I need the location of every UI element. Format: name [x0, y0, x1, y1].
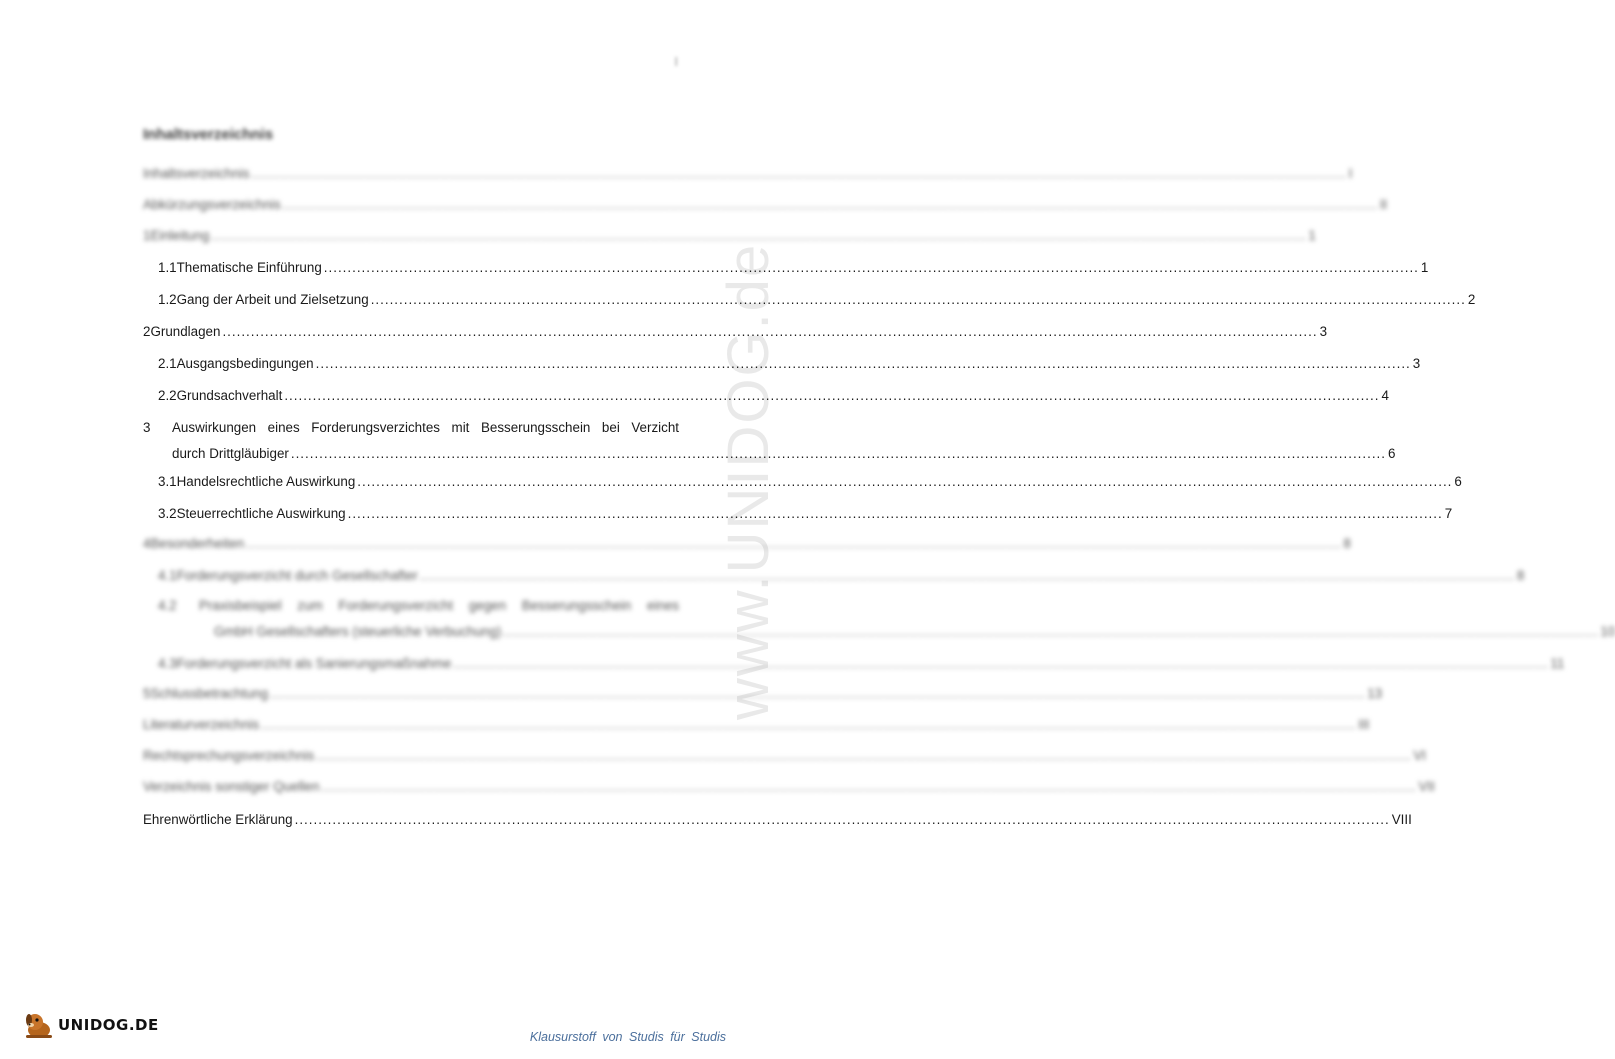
- toc-entry-page: III: [1358, 717, 1370, 732]
- toc-entry-page: 13: [1367, 686, 1383, 701]
- toc-entry-title: Inhaltsverzeichnis: [143, 166, 250, 181]
- toc-entry-title: Handelsrechtliche Auswirkung: [176, 474, 356, 489]
- toc-entry-title: Besonderheiten: [150, 536, 245, 551]
- toc-entry-leader: [316, 748, 1411, 764]
- toc-entry: [143, 779, 1435, 795]
- toc-entry-number: 4: [143, 536, 151, 551]
- toc-entry: [143, 656, 1565, 672]
- toc-entry-leader: [316, 356, 1411, 372]
- toc-entry-title: Ausgangsbedingungen: [176, 356, 314, 371]
- toc-entry-number: 1.2: [158, 292, 177, 307]
- toc-entry-leader: [251, 166, 1346, 182]
- page-number: I: [674, 54, 678, 69]
- toc-entry-title: Grundsachverhalt: [176, 388, 283, 403]
- toc-entry-page: II: [1379, 197, 1388, 212]
- toc-entry-leader: [284, 388, 1379, 404]
- toc-entry-title: Abkürzungsverzeichnis: [143, 197, 281, 212]
- toc-entry-page: 2: [1467, 292, 1476, 307]
- toc-entry: [143, 420, 1396, 462]
- toc-entry-title: Steuerrechtliche Auswirkung: [176, 506, 346, 521]
- footer-slogan: Klausurstoff von Studis für Studis: [529, 1030, 726, 1044]
- toc-entry-leader: [295, 812, 1390, 828]
- toc-entry-leader: [348, 506, 1443, 522]
- toc-entry-page: I: [1348, 166, 1353, 181]
- toc-entry-leader: [357, 474, 1452, 490]
- toc-entry-page: 3: [1319, 324, 1328, 339]
- toc-entry-title: Praxisbeispiel zum Forderungsverzicht gegen Besserungsschein eines: [199, 598, 679, 613]
- toc-entry-number: 3: [143, 420, 151, 435]
- toc-entry-leader: [371, 292, 1466, 308]
- toc-entry-title: Ehrenwörtliche Erklärung: [143, 812, 293, 827]
- toc-entry-page: VI: [1413, 748, 1426, 763]
- toc-entry-number: 2.2: [158, 388, 177, 403]
- toc-entry-page: 3: [1412, 356, 1421, 371]
- toc-entry-page: 11: [1550, 656, 1565, 671]
- toc-entry-title: Verzeichnis sonstiger Quellen: [143, 779, 320, 794]
- toc-entry: [143, 506, 1453, 522]
- toc-entry-leader: [453, 656, 1548, 672]
- toc-entry-page: 1: [1420, 260, 1429, 275]
- toc-entry-title: Rechtsprechungsverzeichnis: [143, 748, 315, 763]
- toc-entry-number: 3.1: [158, 474, 177, 489]
- toc-entry-leader: [261, 717, 1356, 733]
- toc-entry-page: VII: [1418, 779, 1435, 794]
- toc-entry: [143, 356, 1421, 372]
- toc-entry-page: VIII: [1391, 812, 1412, 827]
- toc-entry: [143, 748, 1426, 764]
- toc-entry-title: Auswirkungen eines Forderungsverzichtes mit Besserungsschein bei Verzicht: [172, 420, 679, 435]
- toc-entry-leader: [222, 324, 1317, 340]
- toc-entry-leader: [211, 228, 1306, 244]
- toc-entry: [143, 812, 1412, 828]
- toc-entry-page: 1: [1308, 228, 1316, 243]
- toc-entry-number: 3.2: [158, 506, 177, 521]
- toc-entry-leader: [291, 446, 1386, 462]
- toc-entry: [143, 197, 1388, 213]
- toc-entry-title: Einleitung: [150, 228, 210, 243]
- toc-entry-title: Literaturverzeichnis: [143, 717, 260, 732]
- toc-entry: [143, 474, 1462, 490]
- toc-entry-leader: [246, 536, 1341, 552]
- toc-entry-title: Schlussbetrachtung: [150, 686, 269, 701]
- toc-entry-leader: [283, 197, 1378, 213]
- toc-entry-title: Forderungsverzicht durch Gesellschafter: [176, 568, 418, 583]
- toc-entry-page: 8: [1343, 536, 1351, 551]
- toc-entry: [143, 598, 1615, 640]
- toc-entry-leader: [270, 686, 1365, 702]
- toc-entry-page: 8: [1516, 568, 1525, 583]
- toc-entry: [143, 166, 1353, 182]
- toc-entry-title-continued: durch Drittgläubiger: [172, 446, 289, 461]
- toc-entry-number: 1: [143, 228, 151, 243]
- toc-entry-page: 10: [1600, 624, 1615, 639]
- toc-entry: [143, 292, 1476, 308]
- toc-entry-leader: [324, 260, 1419, 276]
- toc-entry: [143, 388, 1389, 404]
- toc-entry-number: 1.1: [158, 260, 177, 275]
- toc-entry-title: Thematische Einführung: [176, 260, 322, 275]
- toc-entry-page: 7: [1444, 506, 1453, 521]
- toc-entry-title: Gang der Arbeit und Zielsetzung: [176, 292, 369, 307]
- toc-entry-leader: [503, 624, 1598, 640]
- dog-logo-icon: [22, 1008, 56, 1042]
- toc-entry-title: Grundlagen: [150, 324, 221, 339]
- toc-entry-title: Forderungsverzicht als Sanierungsmaßnahme: [176, 656, 452, 671]
- toc-entry-number: 2: [143, 324, 151, 339]
- toc-entry-number: 5: [143, 686, 151, 701]
- toc-entry-title-continued: GmbH Gesellschafters (steuerliche Verbuchung): [214, 624, 502, 639]
- toc-entry: [143, 686, 1383, 702]
- unidog-logo: [22, 1008, 159, 1042]
- toc-entry: [143, 324, 1328, 340]
- watermark-text: www.UNIDOG.de: [716, 242, 781, 720]
- toc-entry-number: 4.3: [158, 656, 177, 671]
- toc-entry-page: 6: [1387, 446, 1396, 461]
- toc-entry: [143, 228, 1316, 244]
- toc-entry-leader: [321, 779, 1416, 795]
- page-title: Inhaltsverzeichnis: [143, 126, 274, 143]
- toc-entry: [143, 568, 1525, 584]
- toc-entry-leader: [420, 568, 1515, 584]
- logo-text: UNIDOG.DE: [58, 1016, 159, 1034]
- toc-entry-number: 4.1: [158, 568, 177, 583]
- toc-entry-page: 6: [1454, 474, 1462, 489]
- toc-entry-page: 4: [1381, 388, 1389, 403]
- toc-entry: [143, 536, 1351, 552]
- toc-entry: [143, 717, 1370, 733]
- toc-entry: [143, 260, 1429, 276]
- toc-entry-number: 4.2: [158, 598, 177, 613]
- toc-entry-number: 2.1: [158, 356, 177, 371]
